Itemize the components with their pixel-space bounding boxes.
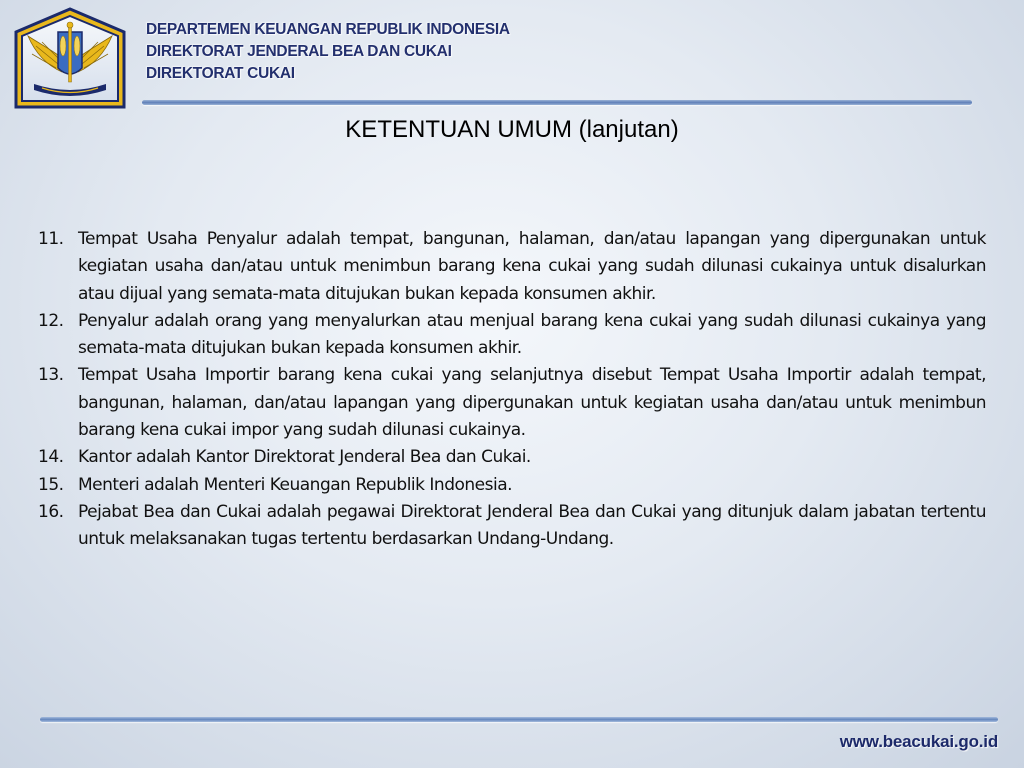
header-divider	[142, 100, 972, 105]
list-item	[38, 444, 986, 471]
list-item-number: 13.	[38, 365, 64, 386]
ministry-of-finance-emblem-icon	[12, 6, 128, 110]
list-item-number: 12.	[38, 310, 64, 331]
list-item-number: 11.	[38, 229, 64, 249]
footer-website-url: www.beacukai.go.id	[839, 732, 998, 751]
list-item-text: Menteri adalah Menteri Keuangan Republik Indonesia.	[78, 474, 513, 495]
list-item-text: Tempat Usaha Importir barang kena cukai yang selanjutnya disebut Tempat Usaha Importir adalah tempat, bangunan, halaman, dan/atau lapangan yang dipergunakan untuk kegiatan usaha dan/atau untuk menimbun barang kena cukai impor yang sudah dilunasi cukainya.	[78, 365, 986, 441]
list-item-text: Kantor adalah Kantor Direktorat Jenderal Bea dan Cukai.	[78, 447, 531, 468]
list-item	[38, 308, 986, 363]
header-ministry: DEPARTEMEN KEUANGAN REPUBLIK INDONESIA	[146, 21, 510, 38]
list-item	[38, 472, 986, 499]
list-item-number: 15.	[38, 474, 64, 495]
list-item-text: Pejabat Bea dan Cukai adalah pegawai Direktorat Jenderal Bea dan Cukai yang ditunjuk dalam jabatan tertentu untuk melaksanakan tugas tertentu berdasarkan Undang-Undang.	[78, 501, 986, 550]
header-block	[146, 19, 510, 85]
header-directorate: DIREKTORAT CUKAI	[146, 65, 295, 82]
page-title: KETENTUAN UMUM (lanjutan)	[345, 116, 679, 143]
list-item	[38, 226, 986, 308]
footer-divider	[40, 717, 998, 722]
definition-list	[38, 226, 986, 554]
list-item-text: Tempat Usaha Penyalur adalah tempat, bangunan, halaman, dan/atau lapangan yang dipergunakan untuk kegiatan usaha dan/atau untuk menimbun barang kena cukai yang sudah dilunasi cukainya untuk disalurkan atau dijual yang semata-mata ditujukan bukan kepada konsumen akhir.	[78, 229, 986, 304]
list-item-number: 14.	[38, 447, 64, 468]
list-item-text: Penyalur adalah orang yang menyalurkan atau menjual barang kena cukai yang sudah dilunasi cukainya yang semata-mata ditujukan bukan kepada konsumen akhir.	[78, 310, 986, 359]
list-item	[38, 362, 986, 444]
list-item-number: 16.	[38, 501, 64, 522]
header-directorate-general: DIREKTORAT JENDERAL BEA DAN CUKAI	[146, 43, 452, 60]
list-item	[38, 499, 986, 554]
